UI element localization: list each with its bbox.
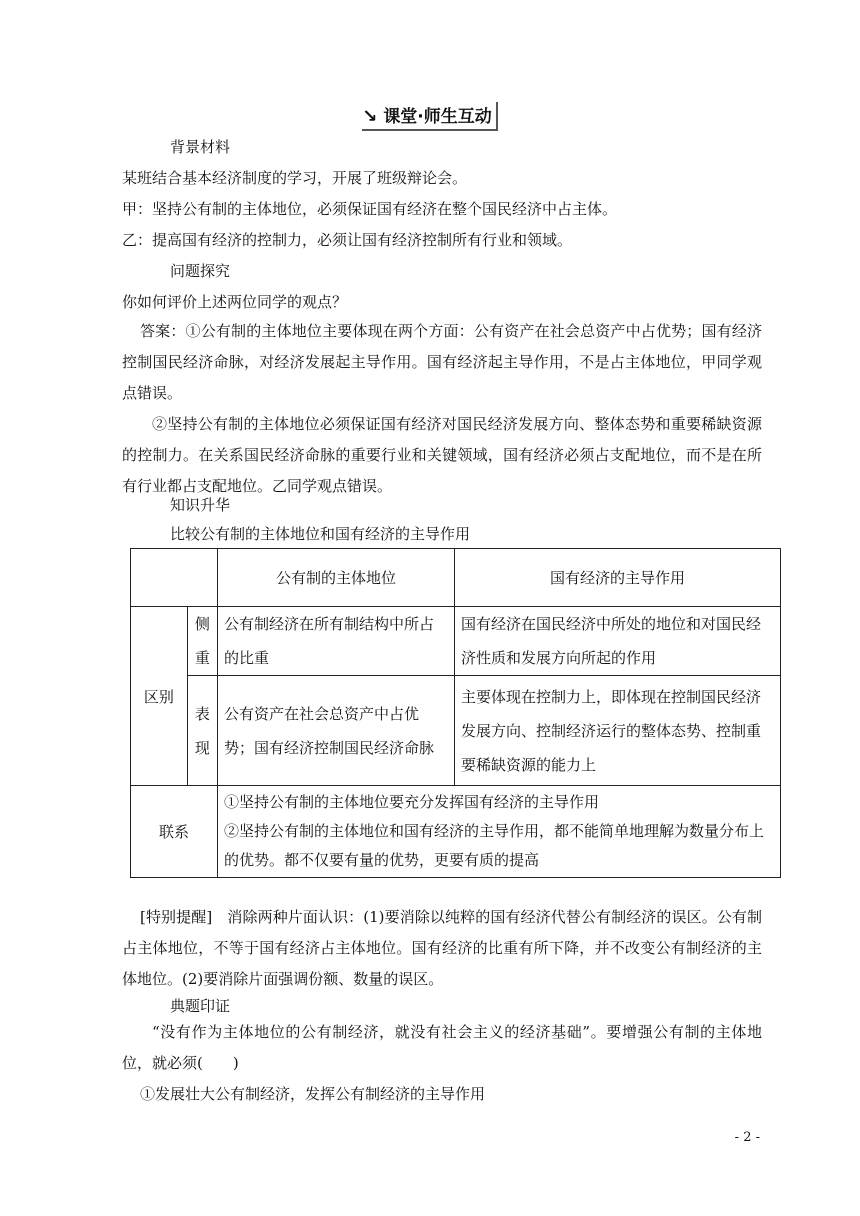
table-header-col2: 国有经济的主导作用 — [455, 549, 781, 607]
table-row-show — [131, 676, 781, 786]
knowledge-subtitle: 比较公有制的主体地位和国有经济的主导作用 — [170, 525, 471, 543]
comparison-table — [130, 548, 781, 878]
answer-block — [122, 316, 762, 502]
example-block — [122, 1017, 762, 1110]
background-heading: 背景材料 — [170, 138, 231, 156]
example-question: “没有作为主体地位的公有制经济，就没有社会主义的经济基础”。要增强公有制的主体地位，就必须( ) — [122, 1023, 762, 1072]
link-item-2: ②坚持公有制的主体地位和国有经济的主导作用，都不能简单地理解为数量分布上的优势。都不仅要有量的优势，更要有质的提高 — [224, 822, 765, 869]
focus-label — [187, 607, 217, 676]
page-number: - 2 - — [734, 1130, 760, 1145]
answer-part-1: 答案：①公有制的主体地位主要体现在两个方面：公有资产在社会总资产中占优势；国有经济控制国民经济命脉，对经济发展起主导作用。国有经济起主导作用，不是占主体地位，甲同学观点错误。 — [122, 322, 762, 402]
show-label-2: 现 — [194, 738, 210, 757]
focus-public: 公有制经济在所有制结构中所占的比重 — [218, 607, 455, 676]
example-option-1: ①发展壮大公有制经济，发挥公有制经济的主导作用 — [140, 1085, 486, 1103]
focus-state: 国有经济在国民经济中所处的地位和对国民经济性质和发展方向所起的作用 — [455, 607, 781, 676]
background-intro: 某班结合基本经济制度的学习，开展了班级辩论会。 — [122, 169, 468, 187]
statement-jia: 甲：坚持公有制的主体地位，必须保证国有经济在整个国民经济中占主体。 — [122, 200, 618, 218]
answer-part-2: ②坚持公有制的主体地位必须保证国有经济对国民经济发展方向、整体态势和重要稀缺资源的控制力。在关系国民经济命脉的重要行业和关键领域，国有经济必须占支配地位，而不是在所有行业都占支配地位。乙同学观点错误。 — [122, 415, 762, 495]
knowledge-heading: 知识升华 — [170, 496, 231, 514]
link-item-1: ①坚持公有制的主体地位要充分发挥国有经济的主导作用 — [224, 793, 600, 811]
focus-label-1: 侧 — [194, 615, 210, 633]
link-content — [218, 786, 781, 878]
section-title: 课堂·师生互动 — [383, 107, 492, 127]
focus-label-2: 重 — [194, 649, 210, 667]
show-label — [187, 676, 217, 786]
table-header-col1: 公有制的主体地位 — [218, 549, 455, 607]
section-title-box — [362, 102, 498, 131]
table-corner-cell — [131, 549, 218, 607]
arrow-icon: ↘ — [362, 106, 378, 127]
show-public: 公有资产在社会总资产中占优势；国有经济控制国民经济命脉 — [218, 676, 455, 786]
statement-yi: 乙：提高国有经济的控制力，必须让国有经济控制所有行业和领域。 — [122, 231, 573, 249]
section-header — [0, 102, 860, 131]
reminder-text: [特别提醒] 消除两种片面认识：(1)要消除以纯粹的国有经济代替公有制经济的误区。公有制占主体地位，不等于国有经济占主体地位。国有经济的比重有所下降，并不改变公有制经济的主体地位。(2)要消除片面强调份额、数量的误区。 — [122, 908, 762, 988]
question-text: 你如何评价上述两位同学的观点？ — [122, 293, 348, 311]
special-reminder — [122, 902, 762, 995]
table-header-row — [131, 549, 781, 607]
show-state: 主要体现在控制力上，即体现在控制国民经济发展方向、控制经济运行的整体态势、控制重要稀缺资源的能力上 — [455, 676, 781, 786]
link-label: 联系 — [131, 786, 218, 878]
table-row-focus — [131, 607, 781, 676]
question-heading: 问题探究 — [170, 262, 231, 280]
example-heading: 典题印证 — [170, 997, 231, 1015]
table-row-link — [131, 786, 781, 878]
diff-label: 区别 — [131, 607, 188, 786]
show-label-1: 表 — [194, 704, 210, 723]
